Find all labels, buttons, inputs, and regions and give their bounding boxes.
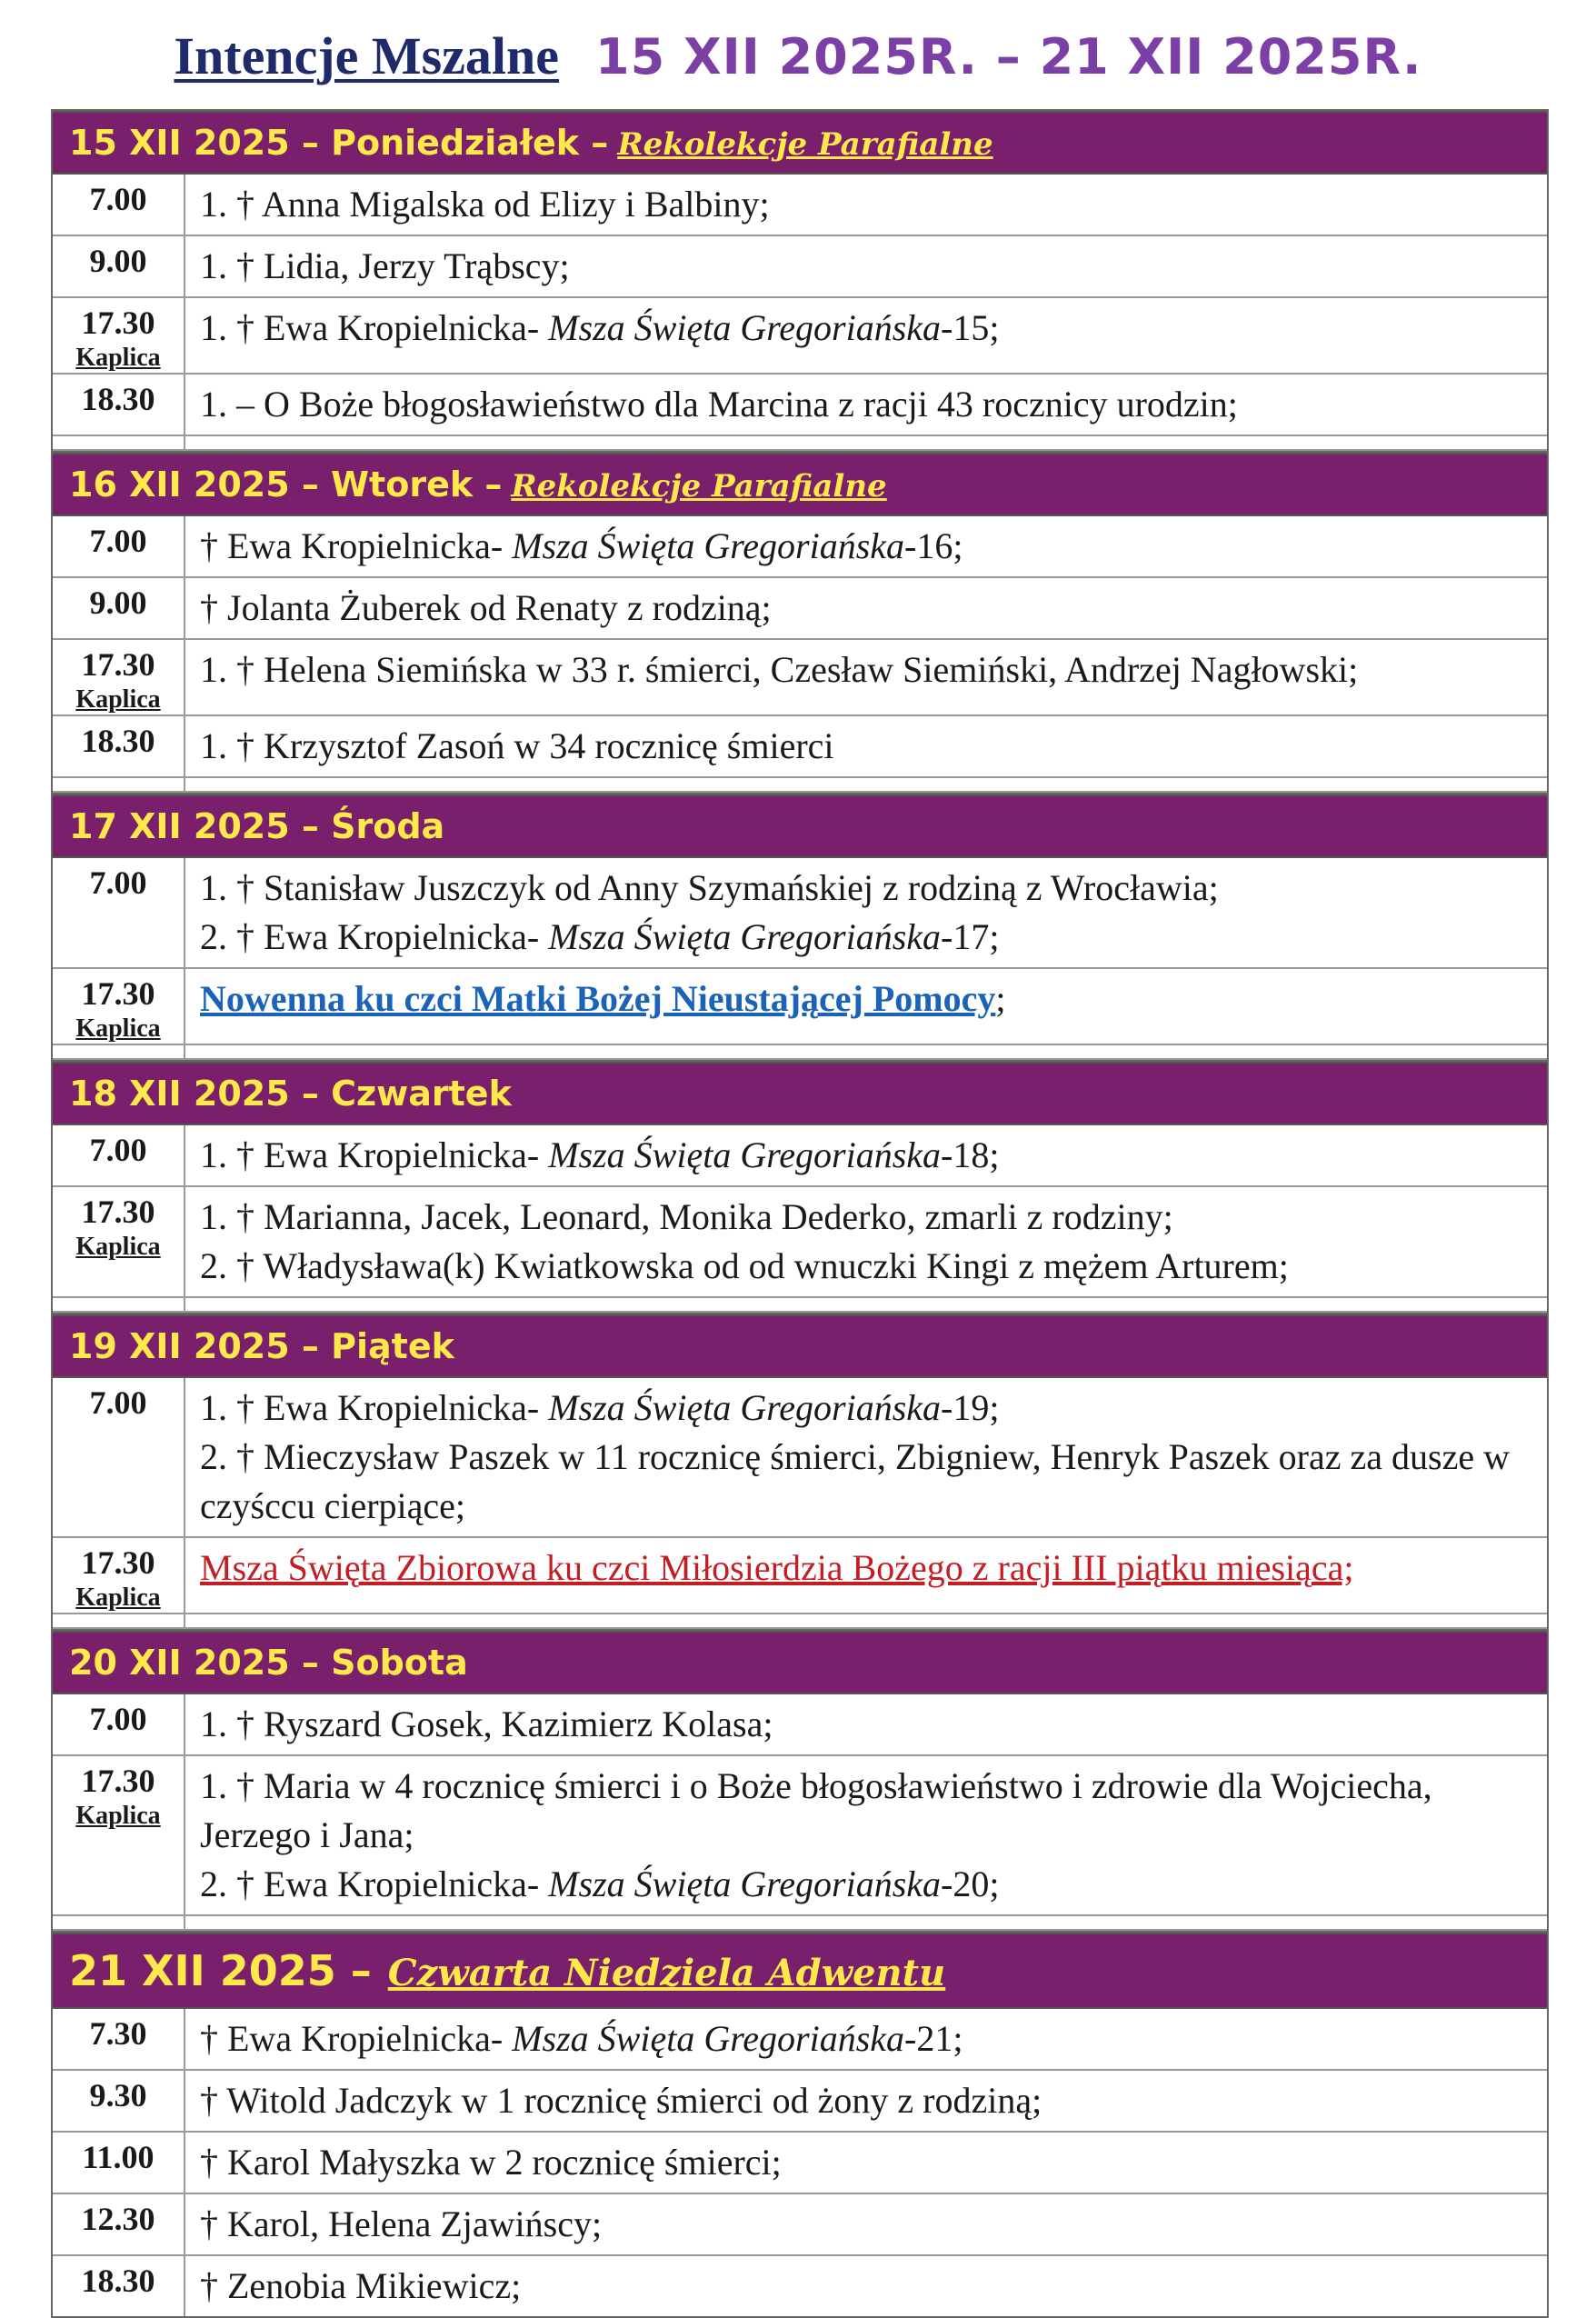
mass-time: 17.30 xyxy=(81,1544,155,1581)
day-heading xyxy=(53,1314,1547,1378)
day-heading xyxy=(53,111,1547,175)
mass-time: 9.00 xyxy=(89,584,147,621)
section-spacer xyxy=(53,436,1547,451)
mass-time-cell xyxy=(53,1125,185,1185)
intention-italic: Msza Święta Gregoriańska xyxy=(548,307,942,348)
intention-text: 1. † Ewa Kropielnicka- xyxy=(200,1134,549,1175)
day-heading xyxy=(53,1062,1547,1125)
intention-text: 1. † Stanisław Juszczyk od Anny Szymańskiej z rodziną z Wrocławia; xyxy=(200,867,1219,908)
intention-line xyxy=(200,645,1532,694)
day-section xyxy=(51,453,1549,794)
day-subtitle: Rekolekcje Parafialne xyxy=(617,126,993,163)
mass-intentions xyxy=(185,969,1547,1044)
mass-row xyxy=(53,516,1547,578)
intention-line xyxy=(200,2014,1532,2063)
mass-row xyxy=(53,1125,1547,1187)
mass-intentions xyxy=(185,1538,1547,1613)
intention-line xyxy=(200,974,1532,1024)
intention-italic: Msza Święta Gregoriańska xyxy=(548,1134,942,1175)
date-range: 15 XII 2025R. – 21 XII 2025R. xyxy=(595,28,1422,85)
intention-line xyxy=(200,2262,1532,2311)
intention-text: 1. † Helena Siemińska w 33 r. śmierci, Czesław Siemiński, Andrzej Nagłowski; xyxy=(200,649,1359,690)
mass-time: 11.00 xyxy=(82,2139,155,2175)
intention-line xyxy=(200,864,1532,913)
section-spacer xyxy=(53,1298,1547,1313)
mass-intentions xyxy=(185,858,1547,967)
intention-line xyxy=(200,304,1532,353)
mass-time: 12.30 xyxy=(81,2201,155,2237)
mass-location: Kaplica xyxy=(75,344,161,372)
mass-intentions xyxy=(185,175,1547,235)
mass-intentions xyxy=(185,298,1547,373)
spacer-cell xyxy=(53,1298,185,1311)
mass-row xyxy=(53,375,1547,436)
day-heading-text: 15 XII 2025 – Poniedziałek – xyxy=(69,123,609,163)
mass-time: 18.30 xyxy=(81,2263,155,2299)
intention-italic: Msza Święta Gregoriańska xyxy=(512,2018,905,2059)
day-section xyxy=(51,1631,1549,1933)
intention-line xyxy=(200,1242,1532,1291)
intention-text: -15; xyxy=(941,307,1000,348)
intention-text: -19; xyxy=(941,1387,1000,1428)
mass-time: 17.30 xyxy=(81,975,155,1012)
spacer-cell xyxy=(53,778,185,791)
intention-text: 1. † Lidia, Jerzy Trąbscy; xyxy=(200,245,570,286)
intention-text: 1. – O Boże błogosławieństwo dla Marcina z racji 43 rocznicy urodzin; xyxy=(200,384,1238,425)
intention-text: 2. † Ewa Kropielnicka- xyxy=(200,916,549,957)
section-spacer xyxy=(53,1045,1547,1060)
intention-text: † Jolanta Żuberek od Renaty z rodziną; xyxy=(200,587,772,628)
mass-intentions xyxy=(185,236,1547,296)
intention-line xyxy=(200,1544,1532,1593)
mass-time: 18.30 xyxy=(81,381,155,417)
mass-intentions xyxy=(185,1756,1547,1914)
mass-row xyxy=(53,969,1547,1045)
day-section xyxy=(51,1314,1549,1631)
day-subtitle: Rekolekcje Parafialne xyxy=(511,468,887,505)
mass-time-cell xyxy=(53,2071,185,2131)
intention-text: 1. † Krzysztof Zasoń w 34 rocznicę śmierci xyxy=(200,725,834,766)
day-heading xyxy=(53,794,1547,858)
mass-row xyxy=(53,2194,1547,2256)
intention-line xyxy=(200,1193,1532,1242)
intention-line xyxy=(200,584,1532,633)
mass-time-cell xyxy=(53,1378,185,1536)
mass-row xyxy=(53,858,1547,969)
intention-line xyxy=(200,1860,1532,1909)
intention-text: 1. † Maria w 4 rocznicę śmierci i o Boże błogosławieństwo i zdrowie dla Wojciecha, Jerzego i Jana; xyxy=(200,1765,1432,1855)
spacer-cell xyxy=(53,436,185,449)
day-heading xyxy=(53,453,1547,516)
mass-time-cell xyxy=(53,1187,185,1296)
intention-line xyxy=(200,1131,1532,1180)
intention-line xyxy=(200,2076,1532,2125)
intention-text: -21; xyxy=(904,2018,963,2059)
intention-text: 1. † Ewa Kropielnicka- xyxy=(200,1387,549,1428)
mass-time-cell xyxy=(53,1694,185,1754)
mass-row xyxy=(53,2256,1547,2316)
mass-time-cell xyxy=(53,969,185,1044)
intention-line xyxy=(200,1762,1532,1860)
intention-italic: Msza Święta Gregoriańska xyxy=(512,525,905,566)
section-spacer xyxy=(53,778,1547,793)
day-heading-text: 18 XII 2025 – Czwartek xyxy=(69,1074,512,1114)
day-section xyxy=(51,794,1549,1062)
intention-italic: Msza Święta Gregoriańska xyxy=(548,916,942,957)
mass-time: 18.30 xyxy=(81,723,155,759)
mass-row xyxy=(53,1378,1547,1538)
intention-text: 1. † Anna Migalska od Elizy i Balbiny; xyxy=(200,184,770,225)
mass-time-cell xyxy=(53,236,185,296)
mass-time: 9.30 xyxy=(89,2077,147,2113)
mass-row xyxy=(53,175,1547,236)
mass-time-cell xyxy=(53,2133,185,2193)
title-text: Intencje Mszalne xyxy=(174,26,560,85)
mass-intentions xyxy=(185,1125,1547,1185)
intention-italic: Msza Święta Gregoriańska xyxy=(548,1863,942,1904)
mass-time-cell xyxy=(53,858,185,967)
mass-time: 17.30 xyxy=(81,1763,155,1799)
intention-text: 1. † Ryszard Gosek, Kazimierz Kolasa; xyxy=(200,1704,773,1744)
intention-text: 2. † Władysława(k) Kwiatkowska od od wnuczki Kingi z mężem Arturem; xyxy=(200,1245,1289,1286)
novena-link-text: Nowenna ku czci Matki Bożej Nieustającej Pomocy xyxy=(200,978,996,1019)
mass-time-cell xyxy=(53,578,185,638)
page-title xyxy=(0,25,1596,86)
mass-intentions xyxy=(185,2071,1547,2131)
section-spacer xyxy=(53,1614,1547,1629)
intention-text: 2. † Mieczysław Paszek w 11 rocznicę śmierci, Zbigniew, Henryk Paszek oraz za dusze w czyśccu cierpiące; xyxy=(200,1436,1510,1526)
mass-time-cell xyxy=(53,298,185,373)
mass-time: 7.00 xyxy=(89,1701,147,1737)
intention-line xyxy=(200,1700,1532,1749)
mass-time-cell xyxy=(53,2256,185,2316)
day-heading-text: 16 XII 2025 – Wtorek – xyxy=(69,465,503,505)
mass-intentions xyxy=(185,2194,1547,2254)
mass-row xyxy=(53,1756,1547,1916)
mass-row xyxy=(53,236,1547,298)
mass-intentions xyxy=(185,578,1547,638)
mass-intentions xyxy=(185,640,1547,714)
mass-intentions xyxy=(185,1378,1547,1536)
intention-text: -16; xyxy=(904,525,963,566)
mass-time-cell xyxy=(53,640,185,714)
spacer-cell xyxy=(53,1916,185,1929)
mass-intentions xyxy=(185,1187,1547,1296)
day-heading-text: 19 XII 2025 – Piątek xyxy=(69,1326,454,1366)
intention-line xyxy=(200,2138,1532,2187)
mass-location: Kaplica xyxy=(75,1233,161,1261)
mass-intentions xyxy=(185,2133,1547,2193)
mass-time-cell xyxy=(53,1756,185,1914)
intention-line xyxy=(200,722,1532,771)
day-section xyxy=(51,1062,1549,1314)
intention-line xyxy=(200,242,1532,291)
mass-row xyxy=(53,1694,1547,1756)
mass-location: Kaplica xyxy=(75,1014,161,1043)
intention-text: † Karol Małyszka w 2 rocznicę śmierci; xyxy=(200,2142,782,2183)
mass-time-cell xyxy=(53,375,185,435)
mass-intentions xyxy=(185,516,1547,576)
spacer-cell xyxy=(53,1045,185,1058)
mass-row xyxy=(53,1538,1547,1614)
intention-line xyxy=(200,2200,1532,2249)
mass-time: 7.30 xyxy=(89,2015,147,2052)
mass-row xyxy=(53,2071,1547,2133)
mass-time: 17.30 xyxy=(81,646,155,683)
mass-location: Kaplica xyxy=(75,1802,161,1830)
mass-row xyxy=(53,298,1547,375)
day-section xyxy=(51,1933,1549,2318)
special-mass-text: Msza Święta Zbiorowa ku czci Miłosierdzia Bożego z racji III piątku miesiąca; xyxy=(200,1547,1354,1588)
intention-text: 2. † Ewa Kropielnicka- xyxy=(200,1863,549,1904)
mass-time: 17.30 xyxy=(81,305,155,341)
intention-text: 1. † Ewa Kropielnicka- xyxy=(200,307,549,348)
intention-text: † Ewa Kropielnicka- xyxy=(200,2018,513,2059)
mass-time: 7.00 xyxy=(89,181,147,217)
mass-time: 7.00 xyxy=(89,1384,147,1421)
mass-row xyxy=(53,2009,1547,2071)
mass-location: Kaplica xyxy=(75,685,161,714)
mass-time-cell xyxy=(53,175,185,235)
mass-intentions xyxy=(185,2009,1547,2069)
intention-line xyxy=(200,1384,1532,1433)
mass-time: 9.00 xyxy=(89,243,147,279)
day-heading xyxy=(53,1631,1547,1694)
intention-text: ; xyxy=(995,978,1006,1019)
day-section xyxy=(51,109,1549,453)
intention-text: -17; xyxy=(941,916,1000,957)
day-subtitle: Czwarta Niedziela Adwentu xyxy=(387,1952,946,1994)
intention-italic: Msza Święta Gregoriańska xyxy=(548,1387,942,1428)
day-heading xyxy=(53,1933,1547,2009)
mass-row xyxy=(53,716,1547,778)
mass-time: 7.00 xyxy=(89,864,147,901)
mass-time-cell xyxy=(53,516,185,576)
mass-intentions xyxy=(185,375,1547,435)
mass-row xyxy=(53,640,1547,716)
mass-schedule xyxy=(51,109,1549,2318)
intention-text: † Zenobia Mikiewicz; xyxy=(200,2265,522,2306)
mass-time-cell xyxy=(53,2009,185,2069)
mass-row xyxy=(53,1187,1547,1298)
intention-text: -20; xyxy=(941,1863,1000,1904)
mass-time-cell xyxy=(53,716,185,776)
mass-intentions xyxy=(185,716,1547,776)
intention-line xyxy=(200,1433,1532,1531)
intention-line xyxy=(200,913,1532,962)
mass-intentions xyxy=(185,2256,1547,2316)
mass-time: 7.00 xyxy=(89,1132,147,1168)
intention-text: -18; xyxy=(941,1134,1000,1175)
mass-row xyxy=(53,578,1547,640)
mass-time: 17.30 xyxy=(81,1194,155,1230)
day-heading-text: 21 XII 2025 – xyxy=(69,1946,372,1995)
mass-time-cell xyxy=(53,2194,185,2254)
intention-text: † Witold Jadczyk w 1 rocznicę śmierci od żony z rodziną; xyxy=(200,2080,1042,2121)
intention-text: † Ewa Kropielnicka- xyxy=(200,525,513,566)
mass-time: 7.00 xyxy=(89,523,147,559)
mass-intentions xyxy=(185,1694,1547,1754)
mass-row xyxy=(53,2133,1547,2194)
section-spacer xyxy=(53,1916,1547,1931)
day-heading-text: 20 XII 2025 – Sobota xyxy=(69,1643,468,1683)
intention-line xyxy=(200,180,1532,229)
intention-text: † Karol, Helena Zjawińscy; xyxy=(200,2203,603,2244)
intention-line xyxy=(200,522,1532,571)
day-heading-text: 17 XII 2025 – Środa xyxy=(69,806,445,846)
mass-location: Kaplica xyxy=(75,1584,161,1612)
mass-time-cell xyxy=(53,1538,185,1613)
intention-line xyxy=(200,380,1532,429)
spacer-cell xyxy=(53,1614,185,1627)
intention-text: 1. † Marianna, Jacek, Leonard, Monika Dederko, zmarli z rodziny; xyxy=(200,1196,1173,1237)
